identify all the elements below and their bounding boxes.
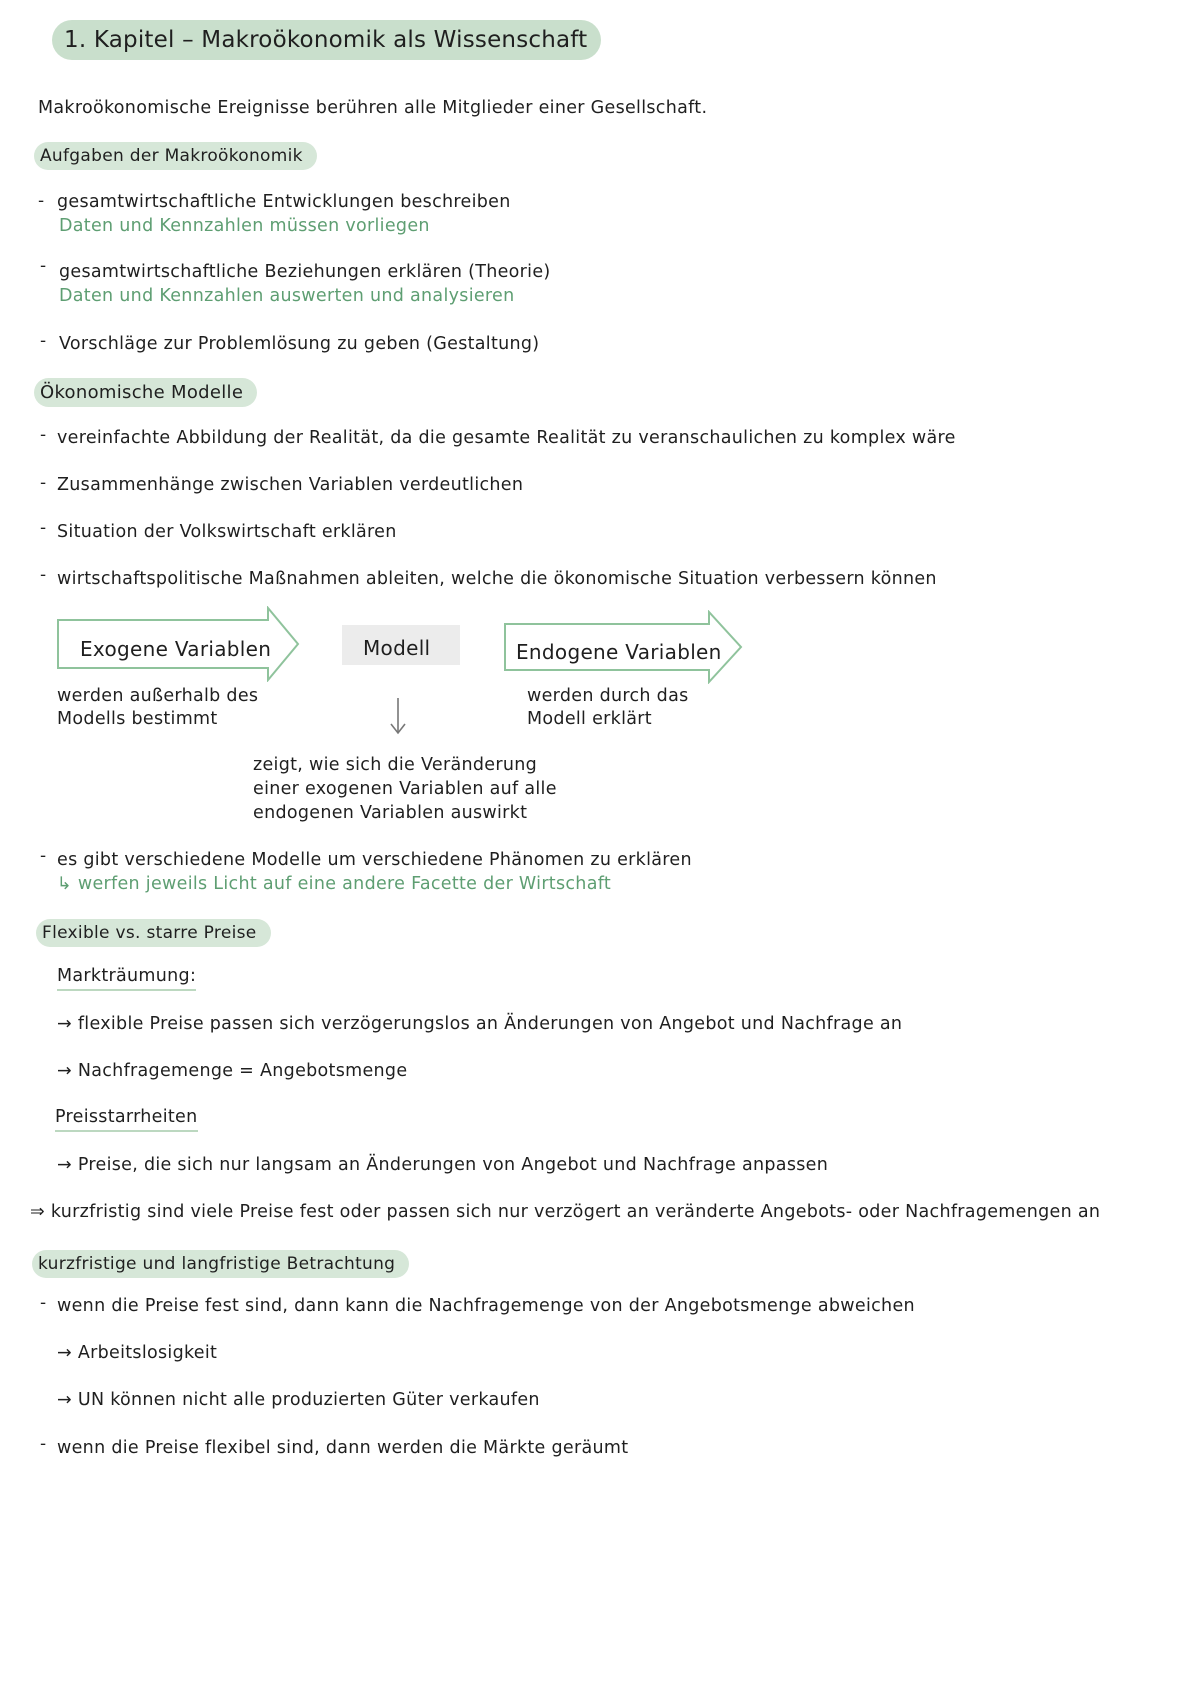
bullet-dash: - bbox=[40, 518, 47, 538]
exogen-desc-line-2: Modells bestimmt bbox=[57, 709, 218, 729]
preise-conclusion-row bbox=[30, 1204, 1100, 1222]
modelle-item-2: Zusammenhänge zwischen Variablen verdeutlichen bbox=[57, 475, 524, 495]
exogen-desc-line-1: werden außerhalb des bbox=[57, 686, 259, 706]
double-arrow-icon: ⇒ bbox=[30, 1202, 45, 1222]
section-heading-preise: Flexible vs. starre Preise bbox=[36, 919, 271, 947]
modelle-item-3: Situation der Volkswirtschaft erklären bbox=[57, 522, 397, 542]
right-arrow-icon: → bbox=[57, 1155, 72, 1175]
intro-text: Makroökonomische Ereignisse berühren alle Mitglieder einer Gesellschaft. bbox=[38, 98, 708, 118]
aufgabe-1: gesamtwirtschaftliche Entwicklungen beschreiben bbox=[57, 192, 511, 212]
frist-item-1-sub-1: Arbeitslosigkeit bbox=[77, 1343, 218, 1363]
frist-item-1-sub-1-row bbox=[57, 1345, 217, 1363]
frist-item-1-sub-2-row bbox=[57, 1392, 540, 1410]
preisstarrheiten-item-1-row bbox=[57, 1157, 828, 1175]
marktraeumung-item-2: Nachfragemenge = Angebotsmenge bbox=[77, 1061, 408, 1081]
modell-desc-line-2: einer exogenen Variablen auf alle bbox=[253, 779, 557, 799]
modelle-item-4: wirtschaftspolitische Maßnahmen ableiten, welche die ökonomische Situation verbessern können bbox=[57, 569, 937, 589]
right-arrow-icon: → bbox=[57, 1014, 72, 1034]
endogen-desc-line-2: Modell erklärt bbox=[527, 709, 652, 729]
bullet-dash: - bbox=[40, 565, 47, 585]
sub-heading-marktraeumung: Markträumung: bbox=[57, 968, 196, 991]
preisstarrheiten-item-1: Preise, die sich nur langsam an Änderungen von Angebot und Nachfrage anpassen bbox=[77, 1155, 829, 1175]
marktraeumung-item-2-row bbox=[57, 1063, 407, 1081]
right-arrow-icon: → bbox=[57, 1390, 72, 1410]
bullet-dash: - bbox=[38, 191, 45, 211]
modell-desc-line-1: zeigt, wie sich die Veränderung bbox=[253, 755, 538, 775]
bullet-dash: - bbox=[40, 1293, 47, 1313]
sub-heading-preisstarrheiten: Preisstarrheiten bbox=[55, 1109, 198, 1132]
preise-conclusion: kurzfristig sind viele Preise fest oder passen sich nur verzögert an veränderte Angebots- oder Nachfragemengen an bbox=[50, 1202, 1101, 1222]
endogen-label: Endogene Variablen bbox=[516, 640, 722, 664]
frist-item-1-sub-2: UN können nicht alle produzierten Güter verkaufen bbox=[77, 1390, 540, 1410]
aufgabe-1-note: Daten und Kennzahlen müssen vorliegen bbox=[59, 216, 430, 236]
aufgabe-2-note: Daten und Kennzahlen auswerten und analysieren bbox=[59, 286, 515, 306]
section-heading-frist: kurzfristige und langfristige Betrachtung bbox=[32, 1250, 409, 1278]
frist-item-2: wenn die Preise flexibel sind, dann werden die Märkte geräumt bbox=[57, 1438, 629, 1458]
page-title: 1. Kapitel – Makroökonomik als Wissenschaft bbox=[52, 20, 601, 60]
modelle-note-sub: werfen jeweils Licht auf eine andere Facette der Wirtschaft bbox=[77, 874, 612, 894]
bullet-dash: - bbox=[40, 846, 47, 866]
modelle-item-1: vereinfachte Abbildung der Realität, da die gesamte Realität zu veranschaulichen zu komplex wäre bbox=[57, 428, 956, 448]
exogen-label: Exogene Variablen bbox=[80, 637, 272, 661]
right-arrow-icon: ↳ bbox=[57, 874, 72, 894]
right-arrow-icon: → bbox=[57, 1061, 72, 1081]
bullet-dash: - bbox=[40, 1434, 47, 1454]
bullet-dash: - bbox=[40, 256, 47, 276]
modell-desc-line-3: endogenen Variablen auswirkt bbox=[253, 803, 528, 823]
marktraeumung-item-1: flexible Preise passen sich verzögerungslos an Änderungen von Angebot und Nachfrage an bbox=[77, 1014, 903, 1034]
marktraeumung-item-1-row bbox=[57, 1016, 902, 1034]
modelle-note-sub-row bbox=[57, 876, 611, 894]
section-heading-aufgaben: Aufgaben der Makroökonomik bbox=[34, 142, 317, 170]
bullet-dash: - bbox=[40, 473, 47, 493]
bullet-dash: - bbox=[40, 425, 47, 445]
down-arrow-icon bbox=[388, 696, 408, 736]
modell-label: Modell bbox=[363, 636, 431, 660]
bullet-dash: - bbox=[40, 331, 47, 351]
aufgabe-2: gesamtwirtschaftliche Beziehungen erklären (Theorie) bbox=[59, 262, 551, 282]
section-heading-modelle: Ökonomische Modelle bbox=[34, 378, 257, 407]
modelle-note: es gibt verschiedene Modelle um verschiedene Phänomen zu erklären bbox=[57, 850, 692, 870]
frist-item-1: wenn die Preise fest sind, dann kann die Nachfragemenge von der Angebotsmenge abweichen bbox=[57, 1296, 915, 1316]
endogen-desc-line-1: werden durch das bbox=[527, 686, 689, 706]
right-arrow-icon: → bbox=[57, 1343, 72, 1363]
aufgabe-3: Vorschläge zur Problemlösung zu geben (Gestaltung) bbox=[59, 334, 540, 354]
